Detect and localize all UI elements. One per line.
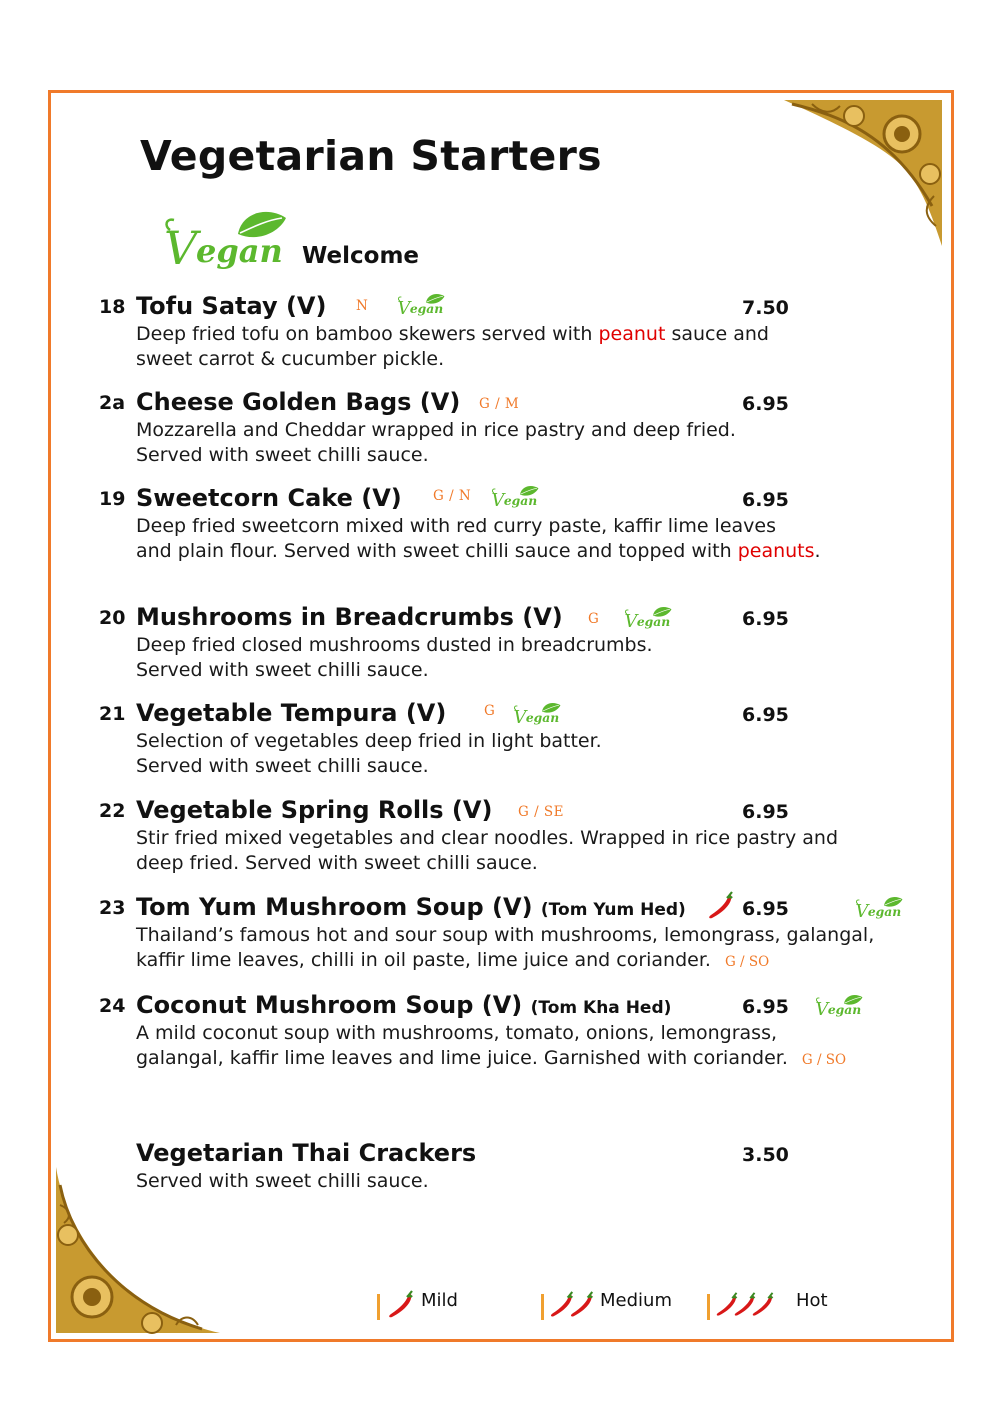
chili-mild-icon <box>386 1290 416 1320</box>
legend-divider <box>377 1294 380 1320</box>
item-number: 24 <box>99 995 126 1017</box>
item-name: Sweetcorn Cake (V) <box>136 484 402 512</box>
item-price: 6.95 <box>742 608 789 630</box>
page-title: Vegetarian Starters <box>140 132 602 180</box>
item-number: 18 <box>99 296 126 318</box>
vegan-logo-icon <box>160 204 290 272</box>
item-number: 2a <box>99 392 126 414</box>
item-name: Cheese Golden Bags (V) <box>136 388 461 416</box>
item-price: 6.95 <box>742 801 789 823</box>
item-name: Tom Yum Mushroom Soup (V) (Tom Yum Hed) <box>136 893 686 921</box>
legend-hot: Hot <box>796 1290 828 1311</box>
legend-divider <box>541 1294 544 1320</box>
item-name: Vegetarian Thai Crackers <box>136 1139 477 1167</box>
allergen-code: G / SE <box>518 804 565 820</box>
vegan-icon <box>854 893 904 921</box>
item-description: Mozzarella and Cheddar wrapped in rice pastry and deep fried. Served with sweet chilli sauce. <box>136 419 736 466</box>
item-number: 20 <box>99 607 126 629</box>
item-description: Selection of vegetables deep fried in light batter. Served with sweet chilli sauce. <box>136 730 602 777</box>
item-description: Thailand’s famous hot and sour soup with mushrooms, lemongrass, galangal, kaffir lime leaves, chilli in oil paste, lime juice and coriander. G / SO <box>136 924 875 971</box>
allergen-code: G <box>484 703 496 719</box>
item-price: 6.95 <box>742 898 789 920</box>
allergen-code: G / M <box>479 396 520 412</box>
thai-name: (Tom Yum Hed) <box>540 900 686 920</box>
item-price: 6.95 <box>742 489 789 511</box>
item-number: 22 <box>99 800 126 822</box>
welcome-text: Welcome <box>302 243 420 269</box>
item-name: Vegetable Spring Rolls (V) <box>136 796 493 824</box>
allergen-code: G / N <box>433 488 472 504</box>
vegan-icon <box>490 482 540 510</box>
vegan-icon <box>623 603 673 631</box>
item-price: 6.95 <box>742 704 789 726</box>
item-name: Tofu Satay (V) <box>136 292 327 320</box>
allergen-code: N <box>356 298 369 314</box>
item-price: 7.50 <box>742 297 789 319</box>
item-number: 19 <box>99 488 126 510</box>
item-description: Stir fried mixed vegetables and clear noodles. Wrapped in rice pastry and deep fried. Served with sweet chilli sauce. <box>136 827 838 874</box>
item-price: 6.95 <box>742 996 789 1018</box>
item-description: Deep fried sweetcorn mixed with red curry paste, kaffir lime leaves and plain flour. Served with sweet chilli sauce and topped with peanuts. <box>136 515 821 562</box>
item-description: Deep fried tofu on bamboo skewers served with peanut sauce and sweet carrot & cucumber pickle. <box>136 323 769 370</box>
vegan-icon <box>396 290 446 318</box>
item-description: Deep fried closed mushrooms dusted in breadcrumbs. Served with sweet chilli sauce. <box>136 634 653 681</box>
item-name: Coconut Mushroom Soup (V) (Tom Kha Hed) <box>136 991 672 1019</box>
ornament-top-right-icon <box>782 96 948 254</box>
allergen-code: G / SO <box>801 1051 847 1068</box>
legend-divider <box>707 1294 710 1320</box>
vegan-icon <box>814 991 864 1019</box>
legend-medium: Medium <box>600 1290 672 1311</box>
item-name: Vegetable Tempura (V) <box>136 699 447 727</box>
legend-mild: Mild <box>421 1290 458 1311</box>
item-number: 23 <box>99 897 126 919</box>
item-description: A mild coconut soup with mushrooms, tomato, onions, lemongrass, galangal, kaffir lime leaves and lime juice. Garnished with coriander. G / SO <box>136 1022 847 1069</box>
item-price: 6.95 <box>742 393 789 415</box>
chili-medium-icon-2 <box>568 1290 596 1320</box>
allergen-code: G <box>588 611 600 627</box>
item-number: 21 <box>99 703 126 725</box>
chili-mild-icon <box>706 891 736 921</box>
item-name: Mushrooms in Breadcrumbs (V) <box>136 603 563 631</box>
allergen-highlight: peanuts <box>737 539 815 562</box>
allergen-highlight: peanut <box>598 323 666 345</box>
allergen-code: G / SO <box>724 953 770 970</box>
item-price: 3.50 <box>742 1144 789 1166</box>
thai-name: (Tom Kha Hed) <box>530 998 672 1018</box>
chili-hot-icon-3 <box>750 1290 776 1320</box>
vegan-icon <box>512 699 562 727</box>
item-description: Served with sweet chilli sauce. <box>136 1170 429 1192</box>
